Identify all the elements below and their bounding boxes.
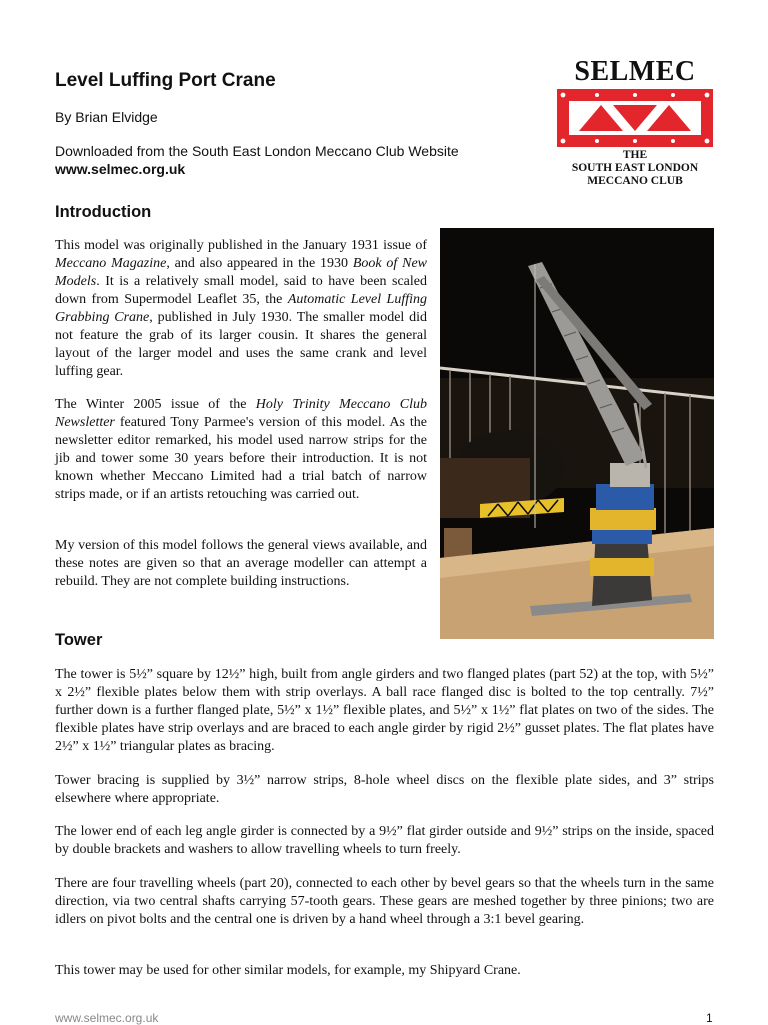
tower-heading: Tower	[55, 631, 103, 649]
intro-paragraph-3: My version of this model follows the general views available, and these notes are given so that an average modeller can attempt a rebuild. They are not complete building instructions.	[55, 538, 427, 589]
girder-logo-icon	[557, 89, 713, 147]
tower-paragraph-4: There are four travelling wheels (part 20), connected to each other by bevel gears so that the wheels turn in the same direction, via two central shafts carrying 57-tooth gears. These gears are meshed together by three pinions; two are idlers on pivot bolts and the central one is driven by a hand wheel through a 3:1 bevel gearing.	[55, 876, 714, 927]
logo-line-sel: SOUTH EAST LONDON	[571, 162, 699, 174]
logo-line-club: MECCANO CLUB	[587, 175, 683, 187]
crane-photo	[440, 228, 714, 639]
logo-line-the: THE	[622, 149, 648, 161]
intro-paragraph-1: This model was originally published in the January 1931 issue of Meccano Magazine, and also appeared in the 1930 Book of New Models. It is a relatively small model, said to have been scaled down from Supermodel Leaflet 35, the Automatic Level Luffing Grabbing Crane, published in July 1930. The smaller model did not feature the grab of its larger cousin. It shares the general layout of the larger model and uses the same crank and level luffing gear.	[55, 238, 428, 379]
download-note: Downloaded from the South East London Meccano Club Website	[55, 143, 459, 159]
tower-paragraph-5: This tower may be used for other similar models, for example, my Shipyard Crane.	[55, 963, 521, 978]
page-number: 1	[706, 1011, 713, 1025]
author-byline: By Brian Elvidge	[55, 109, 158, 125]
tower-paragraph-1: The tower is 5½” square by 12½” high, built from angle girders and two flanged plates (part 52) at the top, with 5½” x 2½” flexible plates below them with strip overlays. A ball race flanged disc is bolted to the top centrally. 7½” further down is a further flanged plate, 5½” x 1½” flexible plates, and 5½” x 1½” flat plates on two of the sides. The flexible plates have strip overlays and are braced to each angle girder by rigid 2½” gusset plates. The flat plates have 2½” x 1½” triangular plates as bracing.	[55, 667, 714, 754]
tower-paragraph-3: The lower end of each leg angle girder is connected by a 9½” flat girder outside and 9½” strips on the inside, spaced by double brackets and washers to allow travelling wheels to turn freely.	[55, 824, 714, 857]
footer-website[interactable]: www.selmec.org.uk	[55, 1011, 159, 1025]
logo-wordmark: SELMEC	[574, 56, 696, 87]
introduction-heading: Introduction	[55, 203, 152, 221]
selmec-logo	[555, 56, 715, 188]
tower-paragraph-2: Tower bracing is supplied by 3½” narrow strips, 8-hole wheel discs on the flexible plate sides, and 3” strips elsewhere where appropriate.	[55, 773, 714, 806]
document-title: Level Luffing Port Crane	[55, 70, 276, 91]
website-link[interactable]: www.selmec.org.uk	[55, 161, 186, 177]
intro-paragraph-2: The Winter 2005 issue of the Holy Trinity Meccano Club Newsletter featured Tony Parmee's version of this model. As the newsletter editor remarked, his model used narrow strips for the jib and tower some 30 years before their introduction. It is not known whether Meccano Limited had a trial batch of narrow strips made, or if an artists retouching was carried out.	[55, 397, 427, 502]
